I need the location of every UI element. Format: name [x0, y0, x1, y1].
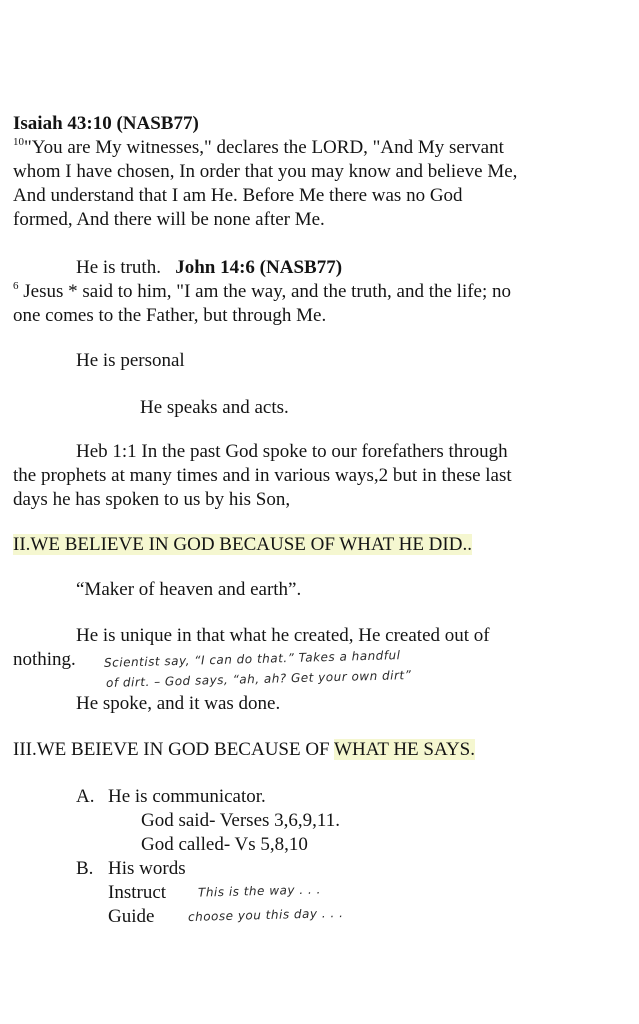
handwritten-guide-note: choose you this day . . . [187, 905, 344, 925]
section-3-heading-highlight: WHAT HE SAYS. [334, 739, 475, 760]
list-a-text: He is communicator. [108, 786, 266, 807]
instruct-line: Instruct [108, 882, 167, 903]
isaiah-text: "You are My witnesses," declares the LORD, "And My servant [24, 137, 504, 158]
heb-line-1: Heb 1:1 In the past God spoke to our forefathers through [76, 441, 508, 462]
truth-lead: He is truth. [76, 257, 161, 278]
personal-line: He is personal [76, 350, 185, 371]
section-3-heading [13, 738, 475, 762]
john-line-1 [13, 280, 511, 304]
verse-number: 6 [13, 280, 19, 292]
verse-number: 10 [13, 136, 24, 148]
john-line-2: one comes to the Father, but through Me. [13, 305, 327, 326]
handwritten-instruct-note: This is the way . . . [197, 882, 322, 900]
section-2-heading-text: II.WE BELIEVE IN GOD BECAUSE OF WHAT HE DID.. [13, 534, 472, 555]
isaiah-line-2: whom I have chosen, In order that you may know and believe Me, [13, 161, 518, 182]
list-b-text: His words [108, 858, 186, 879]
john-text: Jesus * said to him, "I am the way, and the truth, and the life; no [23, 281, 512, 302]
list-b-label: B. [76, 858, 94, 879]
handwritten-note-1: Scientist say, “I can do that.” Takes a handful [103, 648, 401, 670]
speaks-line: He speaks and acts. [140, 397, 289, 418]
heb-line-2: the prophets at many times and in various ways,2 but in these last [13, 465, 512, 486]
unique-line-1: He is unique in that what he created, He created out of [76, 625, 490, 646]
god-called-line: God called- Vs 5,8,10 [141, 834, 308, 855]
handwritten-note-2: of dirt. – God says, “ah, ah? Get your own dirt” [105, 668, 412, 690]
isaiah-line-1 [13, 136, 504, 160]
god-said-line: God said- Verses 3,6,9,11. [141, 810, 340, 831]
list-a-label: A. [76, 786, 95, 807]
section-2-heading [13, 533, 472, 557]
isaiah-reference: Isaiah 43:10 (NASB77) [13, 113, 199, 134]
isaiah-line-3: And understand that I am He. Before Me there was no God [13, 185, 463, 206]
truth-line [76, 256, 342, 280]
spoke-line: He spoke, and it was done. [76, 693, 281, 714]
section-3-heading-text: III.WE BEIEVE IN GOD BECAUSE OF [13, 739, 335, 760]
guide-line: Guide [108, 906, 155, 927]
unique-line-2: nothing. [13, 649, 76, 670]
maker-line: “Maker of heaven and earth”. [76, 579, 302, 600]
isaiah-line-4: formed, And there will be none after Me. [13, 209, 325, 230]
heb-line-3: days he has spoken to us by his Son, [13, 489, 291, 510]
john-reference: John 14:6 (NASB77) [175, 257, 343, 278]
